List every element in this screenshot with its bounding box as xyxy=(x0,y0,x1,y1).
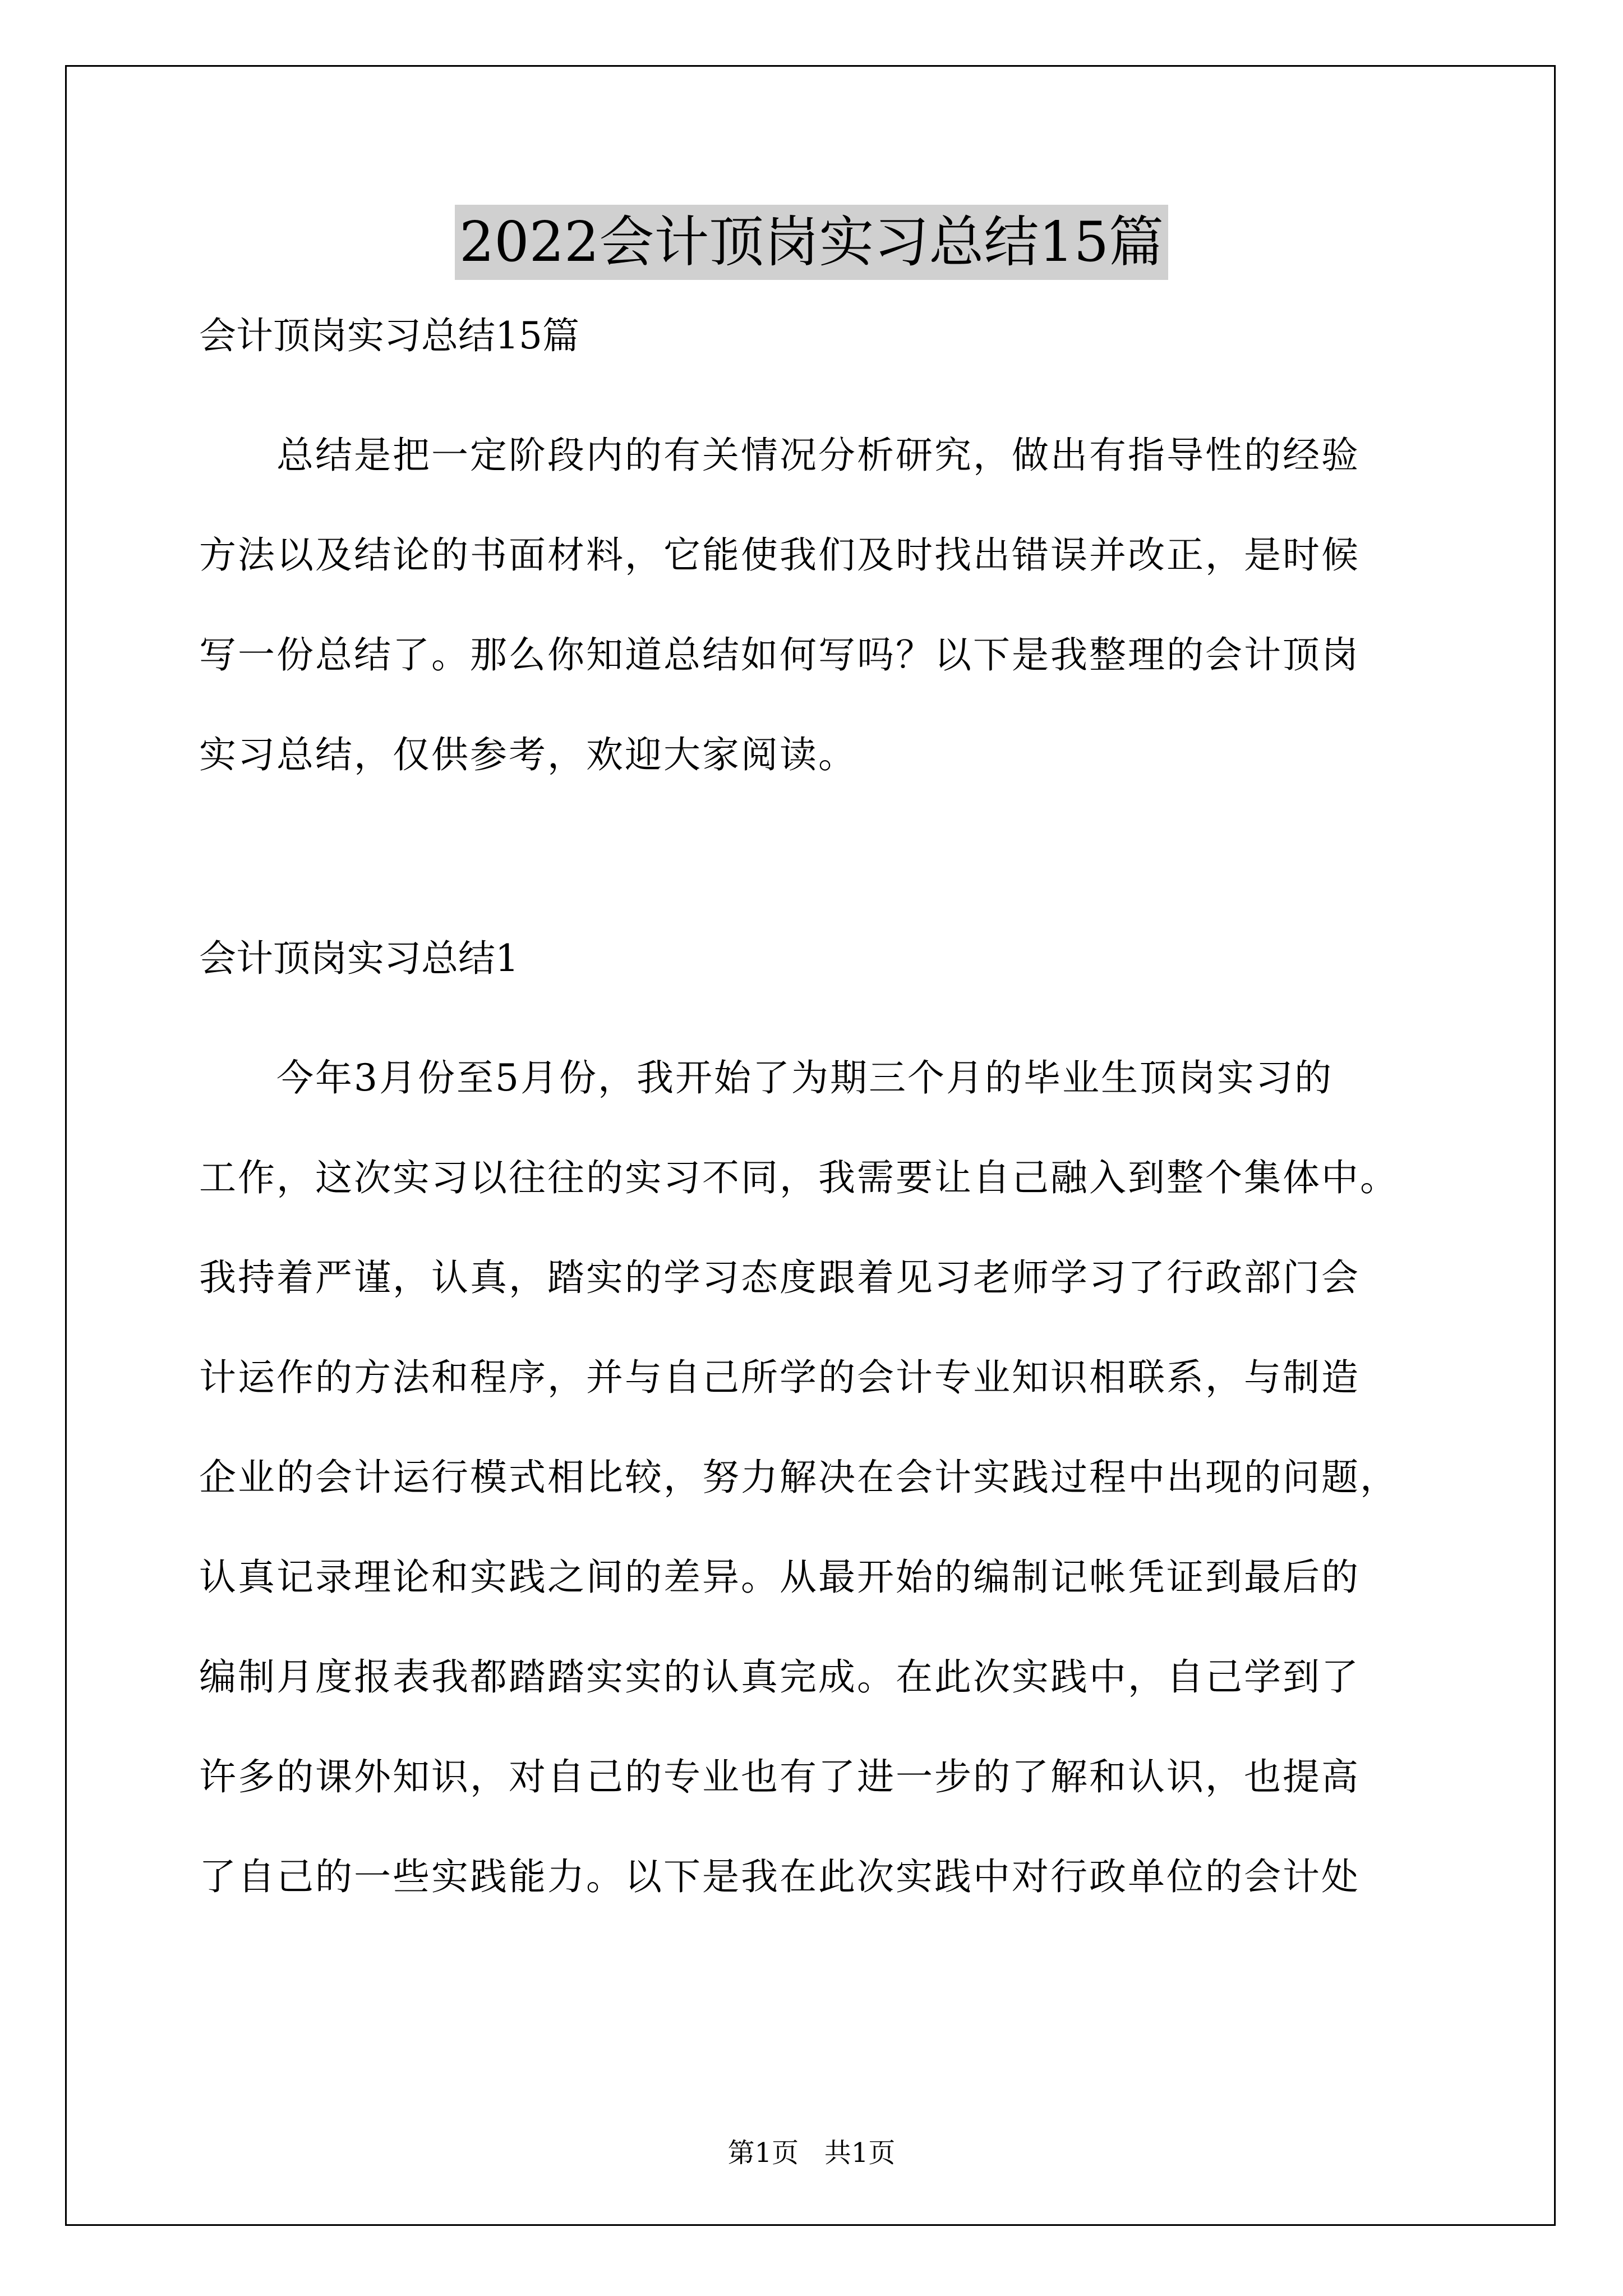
intro-paragraph xyxy=(199,406,1433,805)
section1-line: 企业的会计运行模式相比较，努力解决在会计实践过程中出现的问题， xyxy=(199,1456,1399,1499)
section1-line: 了自己的一些实践能力。以下是我在此次实践中对行政单位的会计处 xyxy=(199,1855,1360,1898)
section1-line: 认真记录理论和实践之间的差异。从最开始的编制记帐凭证到最后的 xyxy=(199,1556,1360,1599)
section-heading: 会计顶岗实习总结1 xyxy=(199,937,519,980)
title-container xyxy=(0,205,1623,280)
spacer xyxy=(199,995,1433,1028)
section1-line: 编制月度报表我都踏踏实实的认真完成。在此次实践中，自己学到了 xyxy=(199,1655,1360,1699)
section1-line: 计运作的方法和程序，并与自己所学的会计专业知识相联系，与制造 xyxy=(199,1356,1360,1399)
page-number-footer: 第1页 共1页 xyxy=(727,2137,896,2169)
section1-paragraph xyxy=(199,1028,1433,1927)
section1-line: 我持着严谨，认真，踏实的学习态度跟着见习老师学习了行政部门会 xyxy=(199,1256,1360,1299)
document-title: 2022会计顶岗实习总结15篇 xyxy=(455,205,1168,280)
spacer xyxy=(199,372,1433,406)
intro-line: 总结是把一定阶段内的有关情况分析研究，做出有指导性的经验 xyxy=(276,434,1360,477)
spacer xyxy=(199,805,1433,923)
section1-line: 工作，这次实习以往往的实习不同，我需要让自己融入到整个集体中。 xyxy=(199,1156,1399,1199)
document-subtitle: 会计顶岗实习总结15篇 xyxy=(199,314,579,357)
section1-line: 今年3月份至5月份，我开始了为期三个月的毕业生顶岗实习的 xyxy=(276,1056,1333,1099)
intro-line: 方法以及结论的书面材料，它能使我们及时找出错误并改正，是时候 xyxy=(199,533,1360,577)
intro-line: 写一份总结了。那么你知道总结如何写吗？以下是我整理的会计顶岗 xyxy=(199,633,1360,677)
section1-line: 许多的课外知识，对自己的专业也有了进一步的了解和认识，也提高 xyxy=(199,1755,1360,1798)
intro-line: 实习总结，仅供参考，欢迎大家阅读。 xyxy=(199,733,857,776)
document-body xyxy=(199,300,1433,1927)
